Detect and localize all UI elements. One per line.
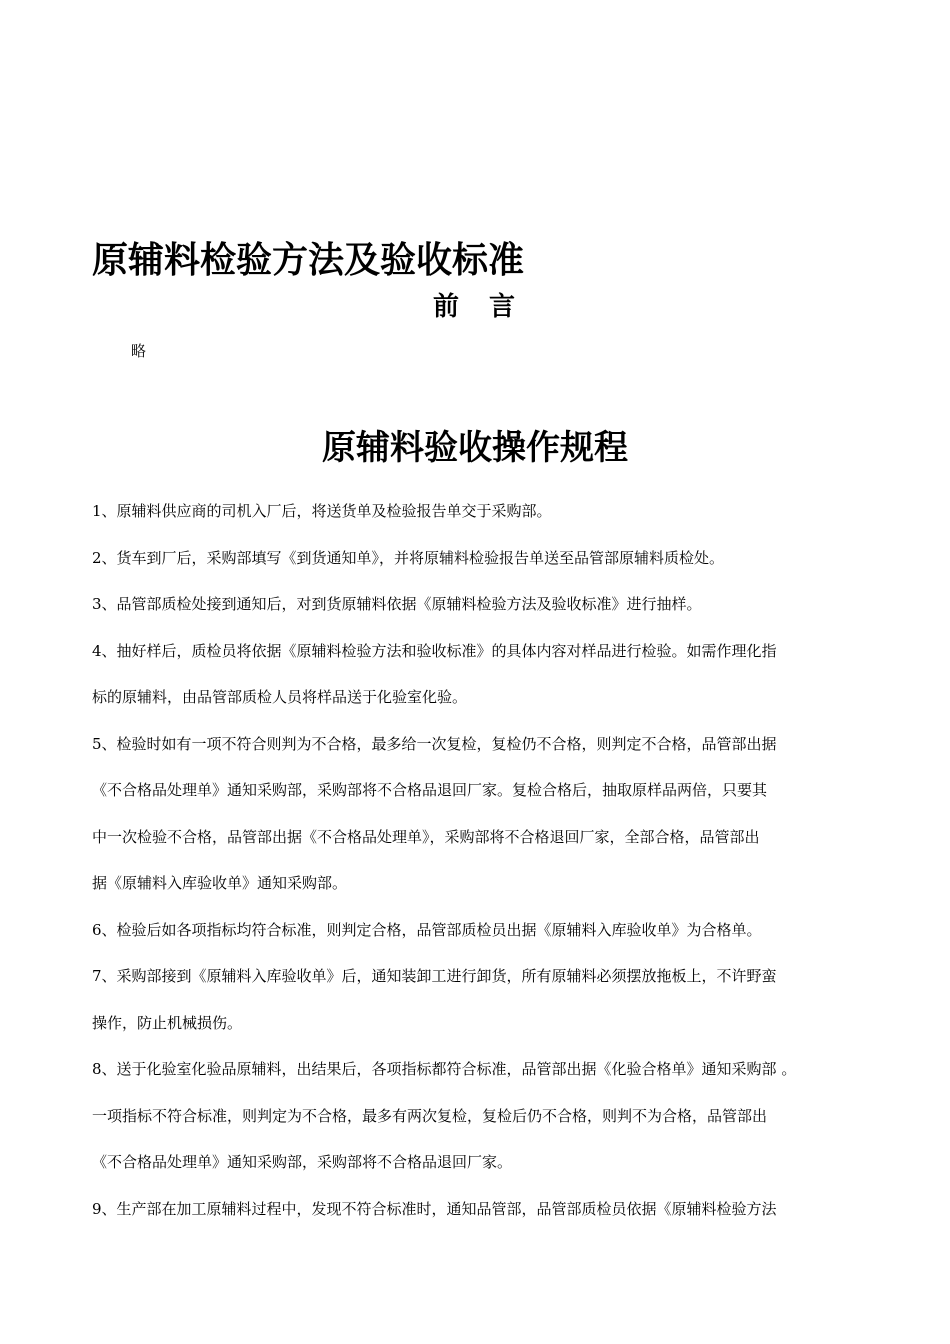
preface-heading-part1: 前 [433, 292, 460, 322]
text-line: 4、抽好样后，质检员将依据《原辅料检验方法和验收标准》的具体内容对样品进行检验。如需作理化指 [92, 641, 777, 660]
procedure-steps [92, 488, 862, 1232]
text-line: 中一次检验不合格，品管部出据《不合格品处理单》，采购部将不合格退回厂家，全部合格，品管部出 [92, 827, 760, 846]
text-line: 8、送于化验室化验品原辅料，出结果后，各项指标都符合标准，品管部出据《化验合格单》通知采购部 。 [92, 1060, 797, 1078]
text-line: 3、品管部质检处接到通知后，对到货原辅料依据《原辅料检验方法及验收标准》进行抽样。 [92, 595, 702, 613]
text-line: 一项指标不符合标准，则判定为不合格，最多有两次复检，复检后仍不合格，则判不为合格，品管部出 [92, 1106, 768, 1125]
text-line: 据《原辅料入库验收单》通知采购部。 [92, 874, 348, 892]
text-line: 6、检验后如各项指标均符合标准，则判定合格，品管部质检员出据《原辅料入库验收单》为合格单。 [92, 920, 762, 939]
text-line: 操作，防止机械损伤。 [92, 1013, 243, 1032]
section-title: 原辅料验收操作规程 [322, 428, 628, 468]
preface-heading [433, 286, 515, 323]
text-line: 2、货车到厂后，采购部填写《到货通知单》，并将原辅料检验报告单送至品管部原辅料质检处。 [92, 548, 725, 567]
text-line: 《不合格品处理单》通知采购部，采购部将不合格品退回厂家。 [92, 1153, 513, 1171]
text-line: 《不合格品处理单》通知采购部，采购部将不合格品退回厂家。复检合格后，抽取原样品两倍，只要其 [92, 781, 768, 799]
text-line: 7、采购部接到《原辅料入库验收单》后，通知装卸工进行卸货，所有原辅料必须摆放拖板上，不许野蛮 [92, 967, 777, 985]
text-line: 9、生产部在加工原辅料过程中，发现不符合标准时，通知品管部，品管部质检员依据《原辅料检验方法 [92, 1199, 777, 1218]
preface-body: 略 [131, 342, 147, 360]
preface-heading-part2: 言 [489, 292, 516, 322]
text-line: 1、原辅料供应商的司机入厂后，将送货单及检验报告单交于采购部。 [92, 502, 552, 520]
document-title: 原辅料检验方法及验收标准 [92, 239, 525, 281]
text-line: 5、检验时如有一项不符合则判为不合格，最多给一次复检，复检仍不合格，则判定不合格，品管部出据 [92, 734, 777, 753]
text-line: 标的原辅料，由品管部质检人员将样品送于化验室化验。 [92, 688, 468, 706]
